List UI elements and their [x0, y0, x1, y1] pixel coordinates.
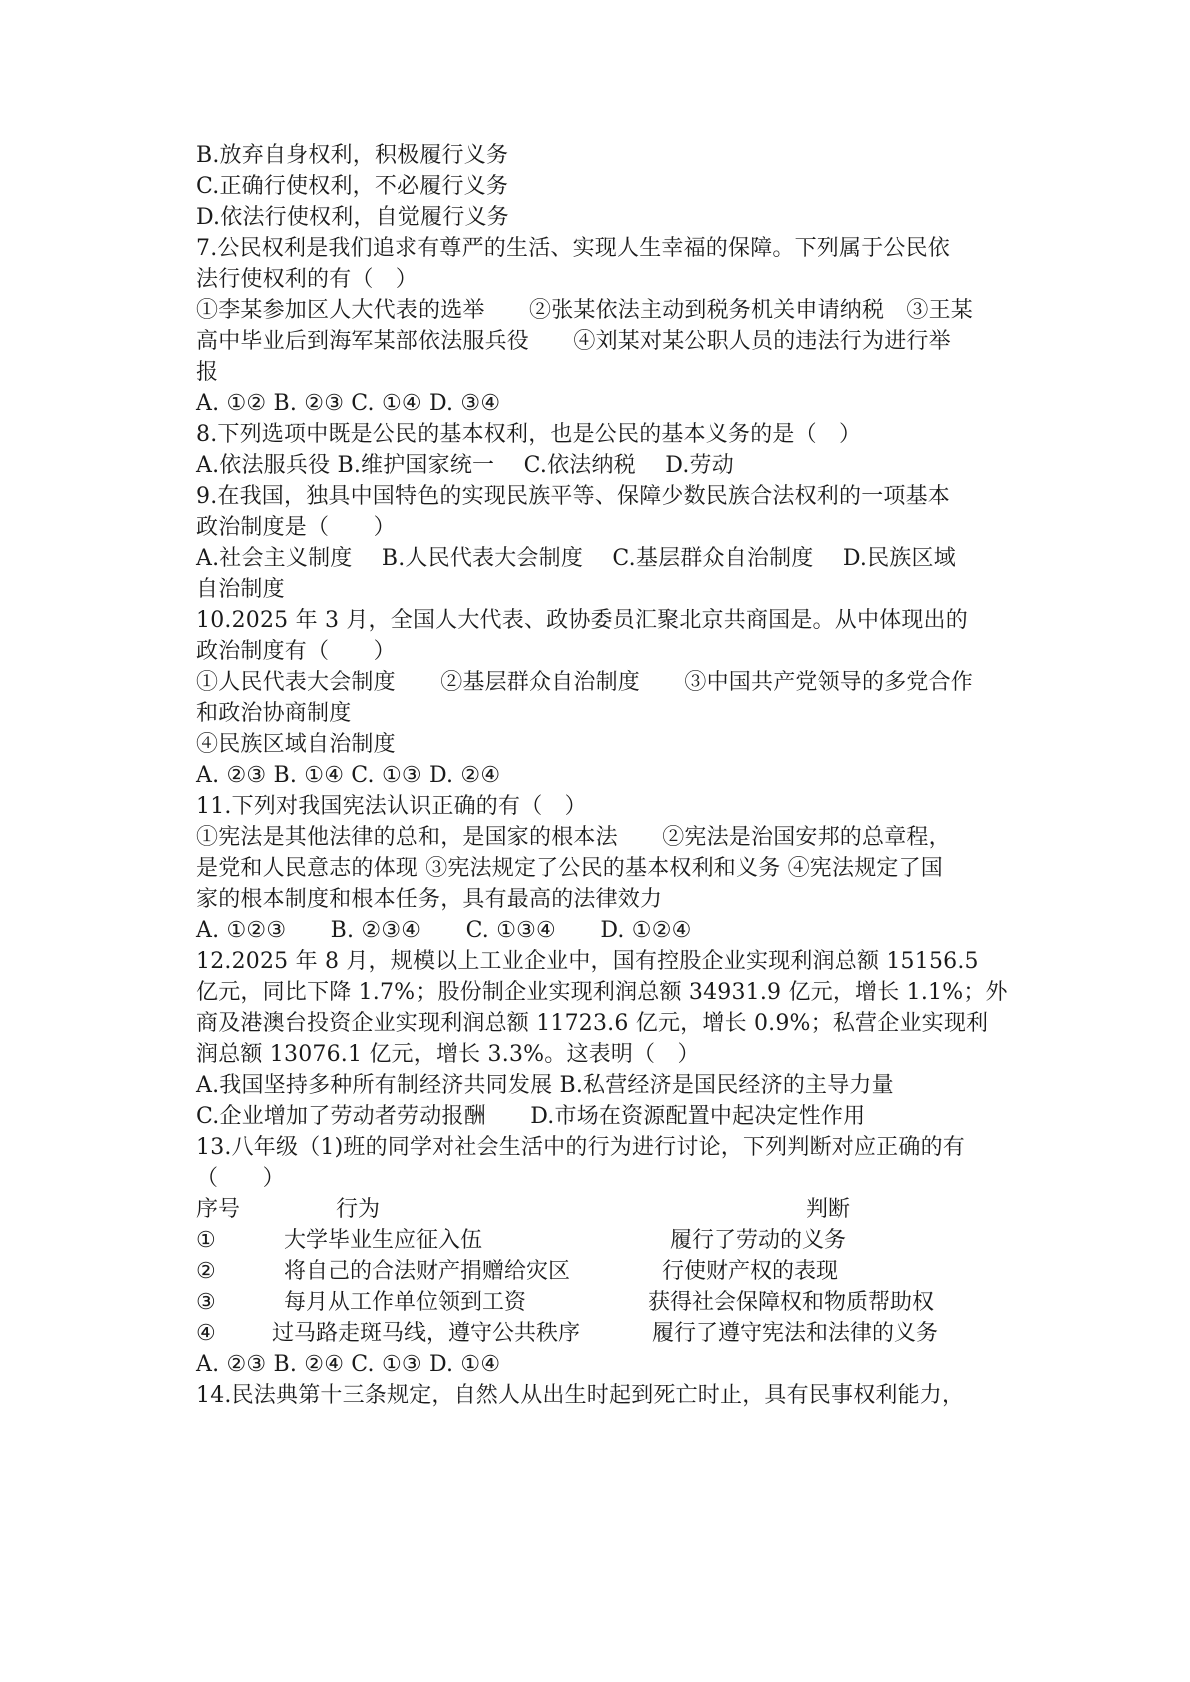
table-cell-behavior: 将自己的合法财产捐赠给灾区 — [284, 1259, 571, 1284]
table-cell-judgment: 获得社会保障权和物质帮助权 — [648, 1290, 935, 1315]
table-row — [196, 1318, 996, 1349]
question-12-line-4: 润总额 13076.1 亿元，增长 3.3%。这表明（ ） — [196, 1042, 700, 1067]
option-d-q6: D.依法行使权利，自觉履行义务 — [196, 205, 509, 230]
document-page — [196, 140, 1008, 1411]
table-cell-number: ④ — [196, 1321, 216, 1346]
question-10-line-4: 和政治协商制度 — [196, 701, 352, 726]
table-cell-judgment: 履行了劳动的义务 — [670, 1228, 847, 1253]
table-row — [196, 1225, 996, 1256]
question-12-line-2: 亿元，同比下降 1.7%；股份制企业实现利润总额 34931.9 亿元，增长 1.1%；外 — [196, 980, 1008, 1005]
table-cell-judgment: 行使财产权的表现 — [662, 1259, 839, 1284]
table-header-judgment: 判断 — [806, 1197, 851, 1222]
question-10-line-1: 10.2025 年 3 月，全国人大代表、政协委员汇聚北京共商国是。从中体现出的 — [196, 608, 968, 633]
table-cell-number: ③ — [196, 1290, 216, 1315]
question-10-options: A. ②③ B. ①④ C. ①③ D. ②④ — [196, 763, 501, 788]
table-header-behavior: 行为 — [336, 1197, 381, 1222]
question-11-line-4: 家的根本制度和根本任务，具有最高的法律效力 — [196, 887, 663, 912]
question-14-line-1: 14.民法典第十三条规定，自然人从出生时起到死亡时止，具有民事权利能力， — [196, 1383, 965, 1408]
question-9-line-1: 9.在我国，独具中国特色的实现民族平等、保障少数民族合法权利的一项基本 — [196, 484, 950, 509]
table-row — [196, 1287, 996, 1318]
table-cell-behavior: 每月从工作单位领到工资 — [284, 1290, 527, 1315]
question-13-table — [196, 1194, 996, 1349]
question-13-line-1: 13.八年级（1)班的同学对社会生活中的行为进行讨论，下列判断对应正确的有 — [196, 1135, 965, 1160]
question-12-line-1: 12.2025 年 8 月，规模以上工业企业中，国有控股企业实现利润总额 15156.5 — [196, 949, 979, 974]
option-c-q6: C.正确行使权利，不必履行义务 — [196, 174, 509, 199]
question-11-line-2: ①宪法是其他法律的总和，是国家的根本法 ②宪法是治国安邦的总章程， — [196, 825, 951, 850]
question-10-line-2: 政治制度有（ ） — [196, 639, 396, 664]
table-cell-number: ① — [196, 1228, 216, 1253]
option-b-q6: B.放弃自身权利，积极履行义务 — [196, 143, 509, 168]
question-7-line-1: 7.公民权利是我们追求有尊严的生活、实现人生幸福的保障。下列属于公民依 — [196, 236, 950, 261]
question-7-line-4: 高中毕业后到海军某部依法服兵役 ④刘某对某公职人员的违法行为进行举 — [196, 329, 951, 354]
question-8-options: A.依法服兵役 B.维护国家统一 C.依法纳税 D.劳动 — [196, 453, 734, 478]
table-row — [196, 1256, 996, 1287]
table-header-number: 序号 — [196, 1197, 241, 1222]
question-11-stem: 11.下列对我国宪法认识正确的有（ ） — [196, 794, 587, 819]
question-8-stem: 8.下列选项中既是公民的基本权利，也是公民的基本义务的是（ ） — [196, 422, 862, 447]
question-9-options-1: A.社会主义制度 B.人民代表大会制度 C.基层群众自治制度 D.民族区域 — [196, 546, 956, 571]
question-11-line-3: 是党和人民意志的体现 ③宪法规定了公民的基本权利和义务 ④宪法规定了国 — [196, 856, 943, 881]
table-cell-number: ② — [196, 1259, 216, 1284]
question-7-line-5: 报 — [196, 360, 219, 385]
question-13-line-2: （ ） — [196, 1166, 285, 1191]
table-cell-behavior: 大学毕业生应征入伍 — [284, 1228, 483, 1253]
table-cell-judgment: 履行了遵守宪法和法律的义务 — [652, 1321, 939, 1346]
question-9-line-2: 政治制度是（ ） — [196, 515, 396, 540]
question-12-options-2: C.企业增加了劳动者劳动报酬 D.市场在资源配置中起决定性作用 — [196, 1104, 866, 1129]
question-12-line-3: 商及港澳台投资企业实现利润总额 11723.6 亿元，增长 0.9%；私营企业实现利 — [196, 1011, 989, 1036]
question-10-line-5: ④民族区域自治制度 — [196, 732, 396, 757]
question-11-options: A. ①②③ B. ②③④ C. ①③④ D. ①②④ — [196, 918, 692, 943]
question-9-options-2: 自治制度 — [196, 577, 285, 602]
question-13-options: A. ②③ B. ②④ C. ①③ D. ①④ — [196, 1352, 501, 1377]
question-7-line-3: ①李某参加区人大代表的选举 ②张某依法主动到税务机关申请纳税 ③王某 — [196, 298, 974, 323]
question-12-options-1: A.我国坚持多种所有制经济共同发展 B.私营经济是国民经济的主导力量 — [196, 1073, 894, 1098]
question-7-line-2: 法行使权利的有（ ） — [196, 267, 419, 292]
question-7-options: A. ①② B. ②③ C. ①④ D. ③④ — [196, 391, 501, 416]
table-cell-behavior: 过马路走斑马线，遵守公共秩序 — [272, 1321, 581, 1346]
table-header — [196, 1194, 996, 1225]
question-10-line-3: ①人民代表大会制度 ②基层群众自治制度 ③中国共产党领导的多党合作 — [196, 670, 974, 695]
